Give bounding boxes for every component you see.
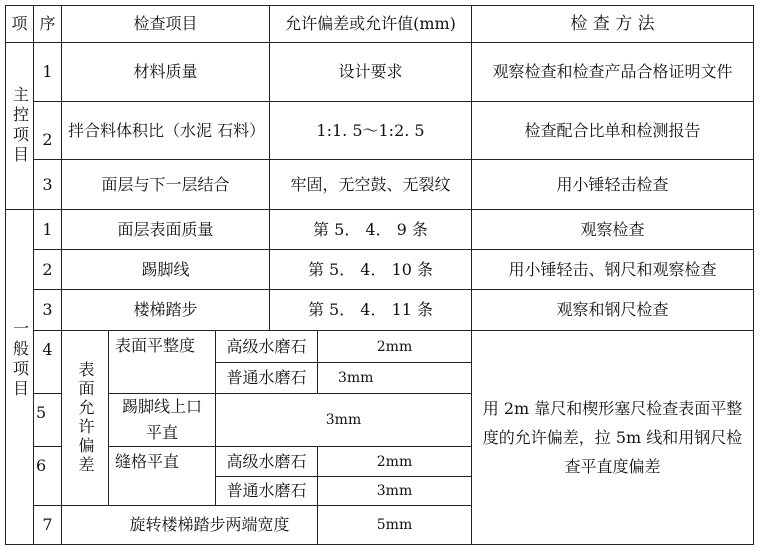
general-row-2-tolerance: 第 5． 4． 10 条 [269,249,472,290]
flatness-normal-grade: 普通水磨石 [215,362,318,394]
main-row-2-method: 检查配合比单和检测报告 [471,101,754,160]
joint-normal-value: 3mm [317,476,472,506]
general-row-1-seq: 1 [33,209,62,250]
main-row-1-seq: 1 [33,42,62,102]
general-row-3-tolerance: 第 5． 4． 11 条 [269,289,472,331]
general-row-1-item: 面层表面质量 [61,209,270,250]
main-row-3-seq: 3 [33,159,62,210]
header-seq: 序 [33,5,62,43]
flatness-item: 表面平整度 [108,330,216,394]
general-row-2-seq: 2 [33,249,62,290]
general-row-3-item: 楼梯踏步 [61,289,270,331]
general-seq-4: 4 [33,330,62,394]
general-row-1-tolerance: 第 5． 4． 9 条 [269,209,472,250]
header-tolerance: 允许偏差或允许值(mm) [269,5,472,43]
category-general-label: 一般项目 [10,320,30,400]
stair-width-item: 旋转楼梯踏步两端宽度 [61,505,318,545]
joint-high-value: 2mm [317,446,472,477]
skirting-item: 踢脚线上口平直 [108,393,216,447]
surface-deviation-label: 表面允许偏差 [76,361,95,475]
main-row-3-method: 用小锤轻击检查 [471,159,754,210]
flatness-normal-value: 3mm [317,362,472,394]
header-category: 项 [5,5,34,43]
category-main-label: 主控项目 [10,86,30,166]
flatness-high-value: 2mm [317,330,472,363]
general-merged-method: 用 2m 靠尺和楔形塞尺检查表面平整度的允许偏差，拉 5m 线和用钢尺检查平直度偏差 [471,330,754,545]
main-row-2-tolerance: 1:1. 5～1:2. 5 [269,101,472,160]
general-seq-7: 7 [33,505,62,545]
general-seq-6: 6 [33,446,62,506]
header-item: 检查项目 [61,5,270,43]
general-row-2-method: 用小锤轻击、钢尺和观察检查 [471,249,754,290]
main-row-2-item: 拌合料体积比（水泥 石料） [61,101,270,160]
joint-normal-grade: 普通水磨石 [215,476,318,506]
general-row-1-method: 观察检查 [471,209,754,250]
main-row-3-item: 面层与下一层结合 [61,159,270,210]
stair-width-value: 5mm [317,505,472,545]
general-row-3-seq: 3 [33,289,62,331]
header-method: 检 查 方 法 [471,5,754,43]
general-row-2-item: 踢脚线 [61,249,270,290]
main-row-3-tolerance: 牢固，无空鼓、无裂纹 [269,159,472,210]
general-row-3-method: 观察和钢尺检查 [471,289,754,331]
general-seq-5: 5 [33,393,62,447]
main-row-2-seq: 2 [33,101,62,160]
main-row-1-item: 材料质量 [61,42,270,102]
category-general [5,209,34,545]
main-row-1-tolerance: 设计要求 [269,42,472,102]
joint-item: 缝格平直 [108,446,216,506]
flatness-high-grade: 高级水磨石 [215,330,318,363]
category-main [5,42,34,210]
surface-deviation-group [61,330,109,506]
joint-high-grade: 高级水磨石 [215,446,318,477]
skirting-value: 3mm [215,393,472,447]
main-row-1-method: 观察检查和检查产品合格证明文件 [471,42,754,102]
